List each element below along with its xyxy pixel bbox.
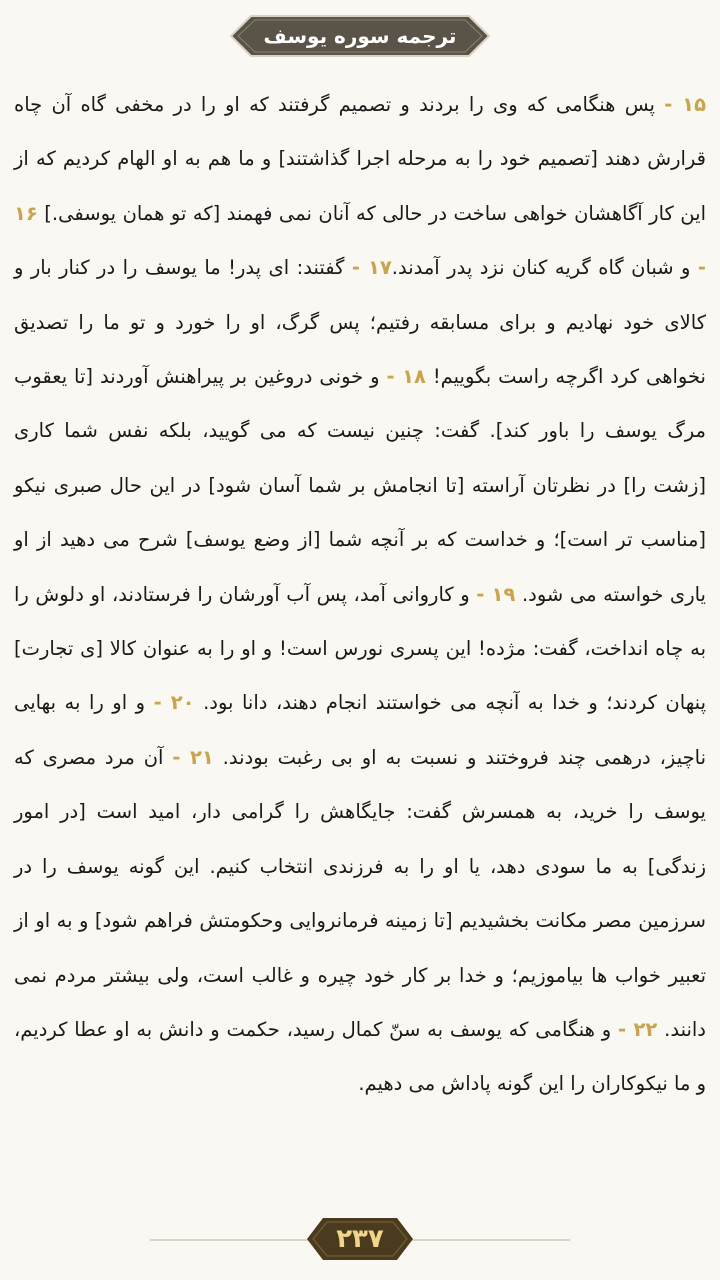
verse-text: و او را به بهایی ناچیز، درهمی چند فروختند و نسبت به او بی رغبت بودند. <box>14 691 706 769</box>
verse-text: و شبان گاه گریه کنان نزد پدر آمدند. <box>391 256 698 280</box>
verse-text: و خونی دروغین بر پیراهنش آوردند [تا یعقوب مرگ یوسف را باور کند]. گفت: چنین نیست که می گویید، بلکه نفس شما کاری [زشت را] در نظرتان آراسته [تا انجامش بر شما آسان شود] در این حال صبری نیکو [مناسب تر است]؛ و خداست که بر آنچه شما [از وضع یوسف] شرح می دهید از او یاری خواسته می شود. <box>14 365 706 606</box>
verse-number: ۱۸ - <box>386 365 426 389</box>
page-number-badge <box>305 1216 415 1262</box>
verse-number: ۲۱ - <box>172 745 214 769</box>
verse-text: آن مرد مصری که یوسف را خرید، به همسرش گفت: جایگاهش را گرامی دار، امید است [در امور زندگی] به ما سودی دهد، یا او را به فرزندی انتخاب کنیم. این گونه یوسف را در سرزمین مصر مکانت بخشیدیم [تا زمینه فرمانروایی وحکومتش فراهم شود] و به او از تعبیر خواب ها بیاموزیم؛ و خدا بر کار خود چیره و غالب است، ولی بیشتر مردم نمی دانند. <box>14 745 706 1041</box>
verse-text: پس هنگامی که وی را بردند و تصمیم گرفتند که او را در مخفی گاه آن چاه قرارش دهند [تصمیم خود را به مرحله اجرا گذاشتند] و ما هم به او الهام کردیم که از این کار آگاهشان خواهی ساخت در حالی که آنان نمی فهمند [که تو همان یوسفی.] <box>14 93 706 225</box>
page-title: ترجمه سوره یوسف <box>263 24 457 48</box>
verse-number: ۱۶ - <box>14 201 707 280</box>
verse-text: و کاروانی آمد، پس آب آورشان را فرستادند، او دلوش را به چاه انداخت، گفت: مژده! این پسری نورس است! و او را به عنوان کالا [ی تجارت] پنهان کردند؛ و خدا به آنچه می خواستند انجام دهند، دانا بود. <box>14 582 706 715</box>
verse-number: ۲۰ - <box>153 691 195 715</box>
divider-left <box>150 1239 310 1241</box>
translation-text <box>14 78 706 1112</box>
title-badge <box>229 14 491 58</box>
verse-number: ۱۷ - <box>351 256 392 280</box>
page-footer <box>0 1214 720 1264</box>
verse-number: ۲۲ - <box>617 1017 658 1041</box>
verse-number: ۱۵ - <box>664 93 706 116</box>
page-number: ۲۳۷ <box>336 1224 384 1254</box>
verse-number: ۱۹ - <box>476 582 516 606</box>
verse-text: و هنگامی که یوسف به سنّ کمال رسید، حکمت و دانش به او عطا کردیم، و ما نیکوکاران را این گونه پاداش می دهیم. <box>14 1017 706 1096</box>
verse-text: گفتند: ای پدر! ما یوسف را در کنار بار و کالای خود نهادیم و برای مسابقه رفتیم؛ پس گرگ، او را خورد و تو ما را تصدیق نخواهی کرد اگرچه راست بگوییم! <box>14 256 706 389</box>
divider-right <box>410 1239 570 1241</box>
header <box>0 14 720 60</box>
